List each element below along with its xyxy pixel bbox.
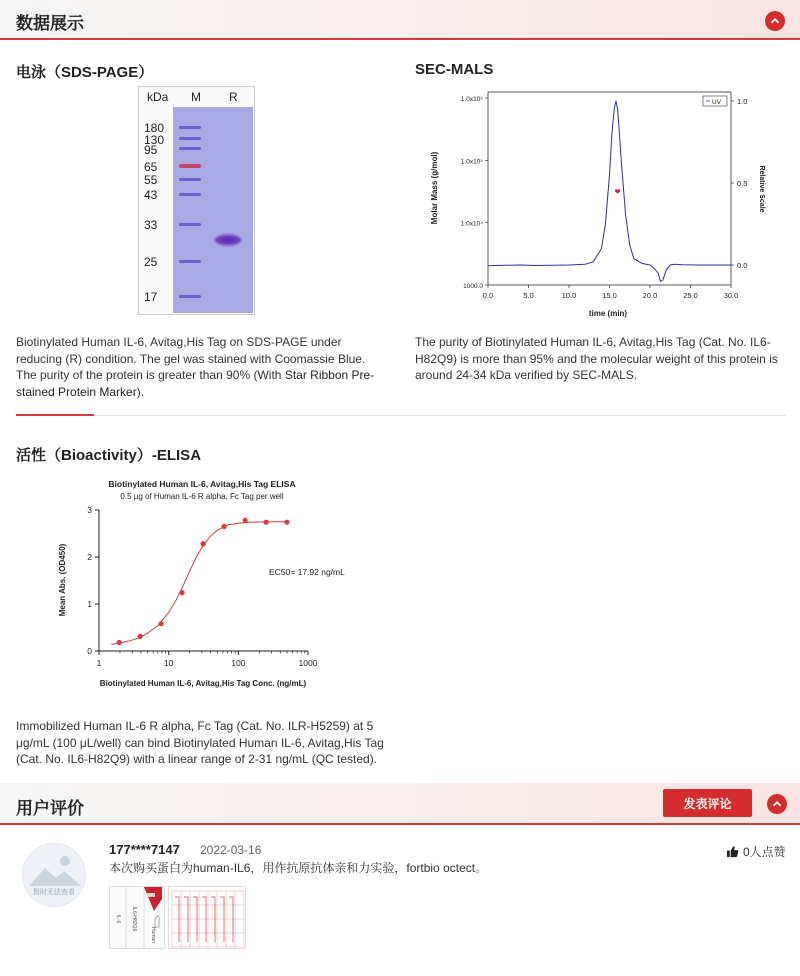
sec-x-tick-label: 20.0 bbox=[642, 291, 658, 300]
section-divider bbox=[16, 415, 786, 416]
sds-page-gel-image bbox=[138, 86, 255, 315]
sec-legend bbox=[703, 96, 727, 106]
elisa-chart-subtitle: 0.5 μg of Human IL-6 R alpha, Fc Tag per well bbox=[120, 492, 284, 501]
elisa-data-point bbox=[201, 541, 206, 546]
chevron-up-icon bbox=[770, 16, 780, 26]
marker-product-link[interactable]: Star Ribbon Pre-stained Protein Marker bbox=[16, 368, 375, 399]
sec-plot-frame bbox=[488, 92, 731, 285]
review-photo-gel bbox=[110, 887, 165, 949]
elisa-x-tick-label: 10 bbox=[163, 658, 174, 668]
marker-label: 130 bbox=[144, 133, 165, 147]
marker-label: 33 bbox=[144, 218, 158, 232]
elisa-x-tick-label: 1000 bbox=[298, 658, 318, 668]
sec-legend-text: UV bbox=[712, 99, 722, 106]
sec-mals-title: SEC-MALS bbox=[415, 61, 494, 78]
sec-y-left-tick-label: 1000.0 bbox=[463, 283, 483, 290]
sec-y-right-tick-label: 0.5 bbox=[737, 179, 748, 188]
elisa-description: Immobilized Human IL-6 R alpha, Fc Tag (Cat. No. ILR-H5259) at 5 μg/mL (100 μL/well) can bind Biotinylated Human IL-6, Avitag,His Tag (Cat. No. IL6-H82Q9) with a linear range of 2-31 ng/mL (QC tested). bbox=[16, 719, 384, 766]
sec-x-tick-label: 10.0 bbox=[561, 291, 577, 300]
elisa-data-point bbox=[264, 520, 269, 525]
thumbs-up-icon bbox=[726, 845, 739, 858]
sds-description-end: ). bbox=[136, 384, 145, 399]
marker-label: 180 bbox=[144, 121, 165, 135]
elisa-y-tick-label: 2 bbox=[87, 552, 92, 562]
sec-mals-chart bbox=[415, 84, 785, 324]
elisa-data-point bbox=[159, 621, 164, 626]
elisa-title: 活性（Bioactivity）-ELISA bbox=[16, 447, 202, 464]
sec-y-right-tick-label: 1.0 bbox=[737, 97, 748, 106]
elisa-y-tick-label: 1 bbox=[87, 599, 92, 609]
reviews-collapse-button[interactable] bbox=[767, 794, 787, 814]
elisa-data-point bbox=[117, 640, 122, 645]
elisa-x-axis-label: Biotinylated Human IL-6, Avitag,His Tag Conc. (ng/mL) bbox=[99, 679, 307, 688]
sds-page-title: 电泳（SDS-PAGE） bbox=[16, 64, 154, 81]
elisa-data-point bbox=[243, 518, 248, 523]
gel-lane-background bbox=[173, 107, 253, 313]
review-image-thumbnail[interactable] bbox=[168, 886, 246, 949]
gel-lane-r-label: R bbox=[229, 90, 238, 104]
sec-x-tick-label: 0.0 bbox=[482, 291, 494, 300]
elisa-data-point bbox=[284, 520, 289, 525]
sec-y-left-tick-label: 1.0x10⁶ bbox=[460, 96, 483, 103]
collapse-button[interactable] bbox=[765, 11, 785, 31]
sec-x-axis-label: time (min) bbox=[588, 309, 628, 318]
elisa-x-tick-label: 100 bbox=[231, 658, 246, 668]
review-comment: 本次购买蛋白为human-IL6，用作抗原抗体亲和力实验，fortbio octect。 bbox=[109, 861, 488, 875]
section-divider-accent bbox=[16, 414, 94, 416]
elisa-y-tick-label: 3 bbox=[87, 505, 92, 515]
sec-x-tick-label: 15.0 bbox=[602, 291, 617, 300]
marker-label: 65 bbox=[144, 160, 158, 174]
sec-y-right-label: Relative Scale bbox=[758, 165, 765, 213]
sec-x-tick-label: 5.0 bbox=[523, 291, 534, 300]
marker-label: 25 bbox=[144, 255, 158, 269]
sds-page-description bbox=[16, 334, 386, 400]
sec-y-axis-label: Molar Mass (g/mol) bbox=[430, 151, 439, 225]
elisa-data-point bbox=[138, 634, 143, 639]
section-title: 数据展示 bbox=[16, 14, 84, 33]
sec-mass-point bbox=[615, 189, 620, 194]
marker-label: 43 bbox=[144, 188, 158, 202]
like-count: 0人点赞 bbox=[743, 845, 786, 859]
sec-y-left-tick-label: 1.0x10⁴ bbox=[460, 220, 483, 228]
elisa-data-point bbox=[180, 590, 185, 595]
sec-y-left-tick-label: 1.0x10⁵ bbox=[460, 158, 483, 166]
gel-kda-label: kDa bbox=[147, 90, 169, 104]
elisa-x-tick-label: 1 bbox=[96, 658, 102, 668]
data-section-header bbox=[0, 0, 800, 40]
marker-label: 55 bbox=[144, 173, 158, 187]
sds-description-text: Biotinylated Human IL-6, Avitag,His Tag on SDS-PAGE under reducing (R) condition. The gel was stained with Coomassie Blue. The purity of the protein is greater than 90% (With bbox=[16, 335, 366, 382]
gel-lane-m-label: M bbox=[191, 90, 201, 104]
marker-label: 17 bbox=[144, 290, 158, 304]
avatar bbox=[22, 843, 86, 907]
elisa-fit-curve bbox=[111, 522, 287, 645]
like-button[interactable] bbox=[726, 843, 786, 860]
review-image-thumbnail[interactable] bbox=[109, 886, 165, 949]
review-photo-sensorgram bbox=[169, 887, 246, 949]
sec-y-right-tick-label: 0.0 bbox=[737, 261, 748, 270]
review-date: 2022-03-16 bbox=[200, 843, 262, 857]
marker-label: 95 bbox=[144, 143, 158, 157]
sec-mals-description: The purity of Biotinylated Human IL-6, Avitag,His Tag (Cat. No. IL6-H82Q9) is more than 95% and the molecular weight of this protein is around 24-34 kDa verified by SEC-MALS. bbox=[415, 335, 778, 382]
post-review-button[interactable]: 发表评论 bbox=[663, 789, 752, 817]
gel-bands bbox=[173, 107, 253, 313]
sec-x-tick-label: 30.0 bbox=[723, 291, 739, 300]
avatar-caption: 暂时无法查看 bbox=[33, 889, 75, 896]
elisa-y-tick-label: 0 bbox=[87, 646, 92, 656]
elisa-chart-title: Biotinylated Human IL-6, Avitag,His Tag ELISA bbox=[108, 479, 296, 489]
thumb-text-cat: IL6-H82Q9 bbox=[131, 906, 137, 932]
reviews-title: 用户评价 bbox=[16, 799, 84, 818]
thumb-text-il6: IL-6 bbox=[115, 914, 121, 924]
sec-x-tick-label: 25.0 bbox=[683, 291, 698, 300]
chevron-up-icon bbox=[772, 799, 782, 809]
review-user: 177****7147 bbox=[109, 842, 180, 857]
thumb-text-human: Human bbox=[150, 926, 156, 944]
elisa-ec50-annotation: EC50= 17.92 ng/mL bbox=[269, 567, 345, 577]
elisa-y-axis-label: Mean Abs. (OD450) bbox=[58, 543, 67, 617]
elisa-data-point bbox=[222, 524, 227, 529]
placeholder-image-icon bbox=[23, 844, 86, 907]
sec-uv-trace bbox=[488, 101, 731, 281]
elisa-chart bbox=[50, 474, 350, 699]
